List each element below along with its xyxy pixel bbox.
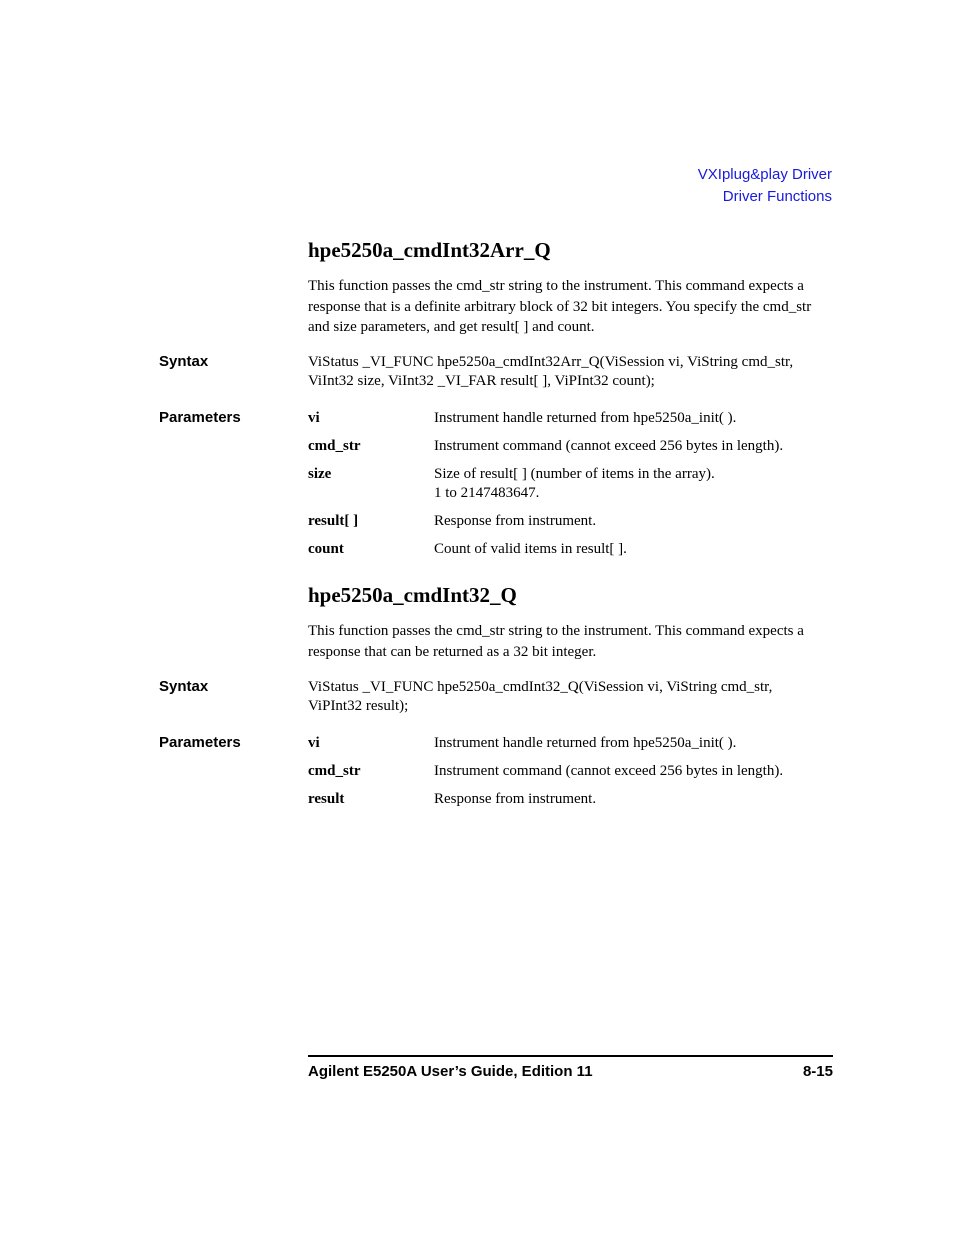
- param-desc-cmd-str: [434, 437, 834, 456]
- param-desc-line: Size of result[ ] (number of items in the array).: [434, 466, 715, 482]
- function-title: hpe5250a_cmdInt32Arr_Q: [308, 238, 551, 262]
- function-description: [308, 621, 838, 662]
- syntax-line: ViStatus _VI_FUNC hpe5250a_cmdInt32_Q(ViSession vi, ViString cmd_str,: [308, 679, 773, 695]
- footer-page-number: 8-15: [802, 1063, 833, 1080]
- syntax-line: ViInt32 size, ViInt32 _VI_FAR result[ ], ViPInt32 count);: [308, 372, 655, 389]
- syntax-block: [308, 353, 838, 390]
- param-desc-line: 1 to 2147483647.: [434, 484, 540, 501]
- description-line: response that is a definite arbitrary block of 32 bit integers. You specify the cmd_str: [308, 298, 812, 315]
- running-header-chapter: VXIplug&play Driver: [697, 166, 832, 183]
- param-name-size: size: [308, 466, 332, 482]
- footer-guide-title: Agilent E5250A User’s Guide, Edition 11: [308, 1063, 593, 1080]
- syntax-label: Syntax: [159, 353, 209, 370]
- param-name-cmd-str: cmd_str: [308, 763, 361, 779]
- parameters-label: Parameters: [159, 734, 241, 751]
- param-desc-line: Instrument command (cannot exceed 256 bytes in length).: [434, 438, 784, 454]
- param-desc-line: Response from instrument.: [434, 791, 597, 807]
- description-line: and size parameters, and get result[ ] and count.: [308, 319, 595, 335]
- footer-divider: [308, 1055, 833, 1057]
- param-desc-line: Instrument handle returned from hpe5250a_init( ).: [434, 410, 737, 426]
- syntax-label: Syntax: [159, 678, 209, 695]
- description-line: This function passes the cmd_str string to the instrument. This command expects a: [308, 623, 804, 639]
- param-name-cmd-str: cmd_str: [308, 438, 361, 454]
- description-line: This function passes the cmd_str string to the instrument. This command expects a: [308, 278, 804, 294]
- param-name-vi: vi: [308, 735, 320, 751]
- param-name-result: result: [308, 791, 345, 807]
- syntax-block: [308, 678, 838, 715]
- param-desc-line: Count of valid items in result[ ].: [434, 541, 627, 557]
- param-desc-count: [434, 540, 834, 559]
- function-description: [308, 276, 838, 338]
- function-title: hpe5250a_cmdInt32_Q: [308, 583, 517, 607]
- param-desc-cmd-str: [434, 762, 834, 781]
- param-desc-size: [434, 465, 834, 502]
- param-desc-line: Instrument handle returned from hpe5250a_init( ).: [434, 735, 737, 751]
- param-desc-vi: [434, 409, 834, 428]
- param-name-count: count: [308, 541, 344, 557]
- param-desc-result: [434, 790, 834, 809]
- param-desc-result-array: [434, 512, 834, 531]
- description-line: response that can be returned as a 32 bit integer.: [308, 643, 597, 660]
- parameters-label: Parameters: [159, 409, 241, 426]
- param-name-vi: vi: [308, 410, 320, 426]
- param-desc-vi: [434, 734, 834, 753]
- param-desc-line: Instrument command (cannot exceed 256 bytes in length).: [434, 763, 784, 779]
- syntax-line: ViStatus _VI_FUNC hpe5250a_cmdInt32Arr_Q(ViSession vi, ViString cmd_str,: [308, 354, 794, 370]
- running-header-section: Driver Functions: [722, 188, 832, 205]
- param-desc-line: Response from instrument.: [434, 513, 597, 529]
- syntax-line: ViPInt32 result);: [308, 697, 409, 714]
- param-name-result-array: result[ ]: [308, 513, 359, 529]
